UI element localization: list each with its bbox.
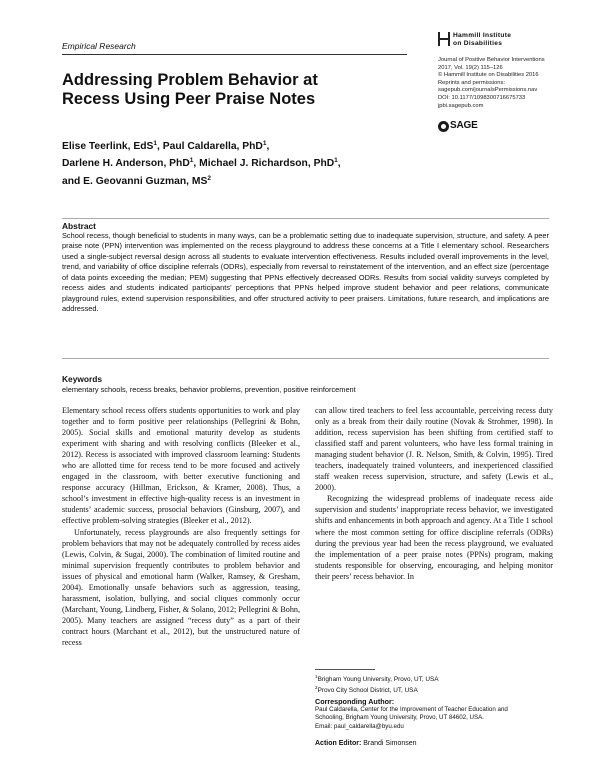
reprints-label: Reprints and permissions: xyxy=(438,79,506,86)
permissions-link[interactable]: sagepub.com/journalsPermissions.nav xyxy=(438,87,538,94)
affiliation-marker: 1 xyxy=(153,140,157,147)
affiliation-marker: 2 xyxy=(207,174,211,182)
author-teerlink: Elise Teerlink, EdS xyxy=(62,141,154,152)
affiliation-marker: 2 xyxy=(315,685,318,691)
author-line-3 xyxy=(62,172,407,189)
action-editor-label: Action Editor: xyxy=(315,740,362,747)
logo-line-1: Hammill Institute xyxy=(453,32,512,39)
copyright: © Hammill Institute on Disabilities 2016 xyxy=(438,72,539,79)
author-richardson: , Michael J. Richardson, PhD xyxy=(193,158,335,170)
body-paragraph: can allow tired teachers to feel less accountable, perceiving recess duty only as a break from their daily routine (Novak & Strohmer, 1998). In addition, recess supervision has been shifting from certified staff to classified staff and parent volunteers, who have less formal training in managing student behavior (J. R. Nelson, Smith, & Colvin, 1995). Tired teachers, inadequately trained volunteers, and inexperienced classified staff weaken recess supervision, structure, and safety (Lewis et al., 2000). xyxy=(315,406,553,493)
body-paragraph: Recognizing the widespread problems of inadequate recess aide supervision and students’ inappropriate recess behavior, we investigated shifts and enhancements in both approach and agency. At a Title 1 school where the most common setting for office discipline referrals (ODRs) during the previous year had been the recess playground, we evaluated the implementation of a peer praise notes (PPNs) program, making students responsible for observing, encouraging, and helping monitor their peers’ recess behavior. In xyxy=(315,494,553,581)
action-editor-name: Brandi Simonsen xyxy=(363,740,417,747)
body-paragraph: Unfortunately, recess playgrounds are also frequently settings for problem behaviors that may not be adequately controlled by recess aides (Lewis, Colvin, & Sugai, 2000). The combination of limited routine and minimal supervision frequently contributes to problem behavior and issues of physical and emotional harm (Walker, Ramsey, & Gresham, 2004). Emotionally unsafe behaviors such as aggression, teasing, harassment, isolation, bullying, and social cliques commonly occur (Marchant, Young, Lindberg, Fisher, & Solano, 2012; Pellegrini & Bohn, 2005). Many teachers are assigned “recess duty” as a part of their contract hours (Marchant et al., 2012), but the unstructured nature of recess xyxy=(62,527,300,647)
author-anderson: Darlene H. Anderson, PhD xyxy=(62,158,190,170)
section-label: Empirical Research xyxy=(62,41,136,51)
logo-wordmark xyxy=(453,32,511,47)
affiliation-2 xyxy=(315,684,555,695)
author-list xyxy=(62,137,407,189)
body-column-right xyxy=(315,405,553,582)
corresponding-line: Schooling, Brigham Young University, Provo, UT 84602, USA. xyxy=(315,714,484,722)
corresponding-author-heading: Corresponding Author: xyxy=(315,697,395,706)
article-title xyxy=(62,71,407,109)
logo-line-2: on Disabilities xyxy=(453,39,503,47)
author-separator: , xyxy=(266,141,270,152)
title-line-1: Addressing Problem Behavior at xyxy=(62,71,318,89)
corresponding-email[interactable]: Email: paul_caldarella@byu.edu xyxy=(315,722,404,730)
keywords-text: elementary schools, recess breaks, behavior problems, prevention, positive reinforcement xyxy=(62,385,356,394)
affiliation-marker: 1 xyxy=(262,140,267,147)
affiliation-2-text: Provo City School District, UT, USA xyxy=(317,687,418,695)
affiliation-marker: 1 xyxy=(315,674,318,679)
sage-wordmark: SAGE xyxy=(450,120,478,131)
action-editor xyxy=(315,740,417,747)
affiliations xyxy=(315,673,555,696)
affiliation-marker: 1 xyxy=(334,157,338,165)
hammill-logo-icon xyxy=(438,32,450,46)
journal-name: Journal of Positive Behavior Interventions xyxy=(438,57,545,63)
affiliation-marker: 1 xyxy=(189,157,194,165)
keywords-heading: Keywords xyxy=(62,374,103,384)
sage-circle-icon xyxy=(438,121,449,132)
publisher-logo xyxy=(438,32,548,48)
abstract-text: School recess, though beneficial to students in many ways, can be a problematic setting due to inadequate supervision, structure, and safety. A peer praise note (PPN) intervention was implemented on the recess playground to address these concerns at a Title I elementary school. Researchers used a single-subject reversal design across all students to evaluate intervention effectiveness. Results included overall improvements in the level, trend, and variability of office discipline referrals (ODRs), especially from reversal to reinstatement of the intervention, and an effect size (percentage of data points exceeding the median; PEM) suggesting that PPNs effectively decreased ODRs. Results from social validity surveys completed by recess aides and students indicated participants’ perceptions that PPNs helped improve student behavior and peer relations, communicate playground rules, extend supervision responsibilities, and offer structured activity to peer praisers. Limitations, future research, and implications are addressed. xyxy=(62,231,549,314)
doi[interactable]: DOI: 10.1177/1098300716675733 xyxy=(438,94,526,101)
author-caldarella: , Paul Caldarella, PhD xyxy=(157,141,263,152)
body-paragraph: Elementary school recess offers students opportunities to work and play together and to form positive peer relationships (Pellegrini & Bohn, 2005). Social skills and emotional maturity develop as students experiment with sharing and with resolving conflicts (Bleeker et al., 2012). Recess is associated with improved classroom learning: Students who are allotted time for recess tend to be more focused and actively engaged in the classroom, with better executive functioning and response accuracy (Hillman, Erickson, & Kramer, 2008). Thus, a school’s investment in effective high-quality recess is an investment in students’ academic success, prosocial behaviors (Ginsburg, 2007), and effective problem-solving strategies (Bleeker et al., 2012). xyxy=(62,406,300,526)
title-line-2: Recess Using Peer Praise Notes xyxy=(62,90,316,108)
affiliation-1-text: Brigham Young University, Provo, UT, USA xyxy=(317,676,439,683)
abstract-heading: Abstract xyxy=(62,221,96,231)
affiliation-1 xyxy=(315,673,555,684)
body-column-left xyxy=(62,405,300,648)
author-line-2 xyxy=(62,154,407,171)
journal-url[interactable]: jpbi.sagepub.com xyxy=(438,102,484,109)
author-guzman: and E. Geovanni Guzman, MS xyxy=(62,175,208,187)
corresponding-line: Paul Caldarella, Center for the Improvement of Teacher Education and xyxy=(315,706,508,713)
volume-info: 2017, Vol. 19(2) 115–126 xyxy=(438,64,503,71)
author-line-1 xyxy=(62,137,407,154)
publication-info xyxy=(438,57,588,110)
footnote-divider xyxy=(315,669,375,670)
author-separator: , xyxy=(337,158,341,170)
corresponding-author-details xyxy=(315,706,555,731)
header-divider xyxy=(62,54,407,55)
